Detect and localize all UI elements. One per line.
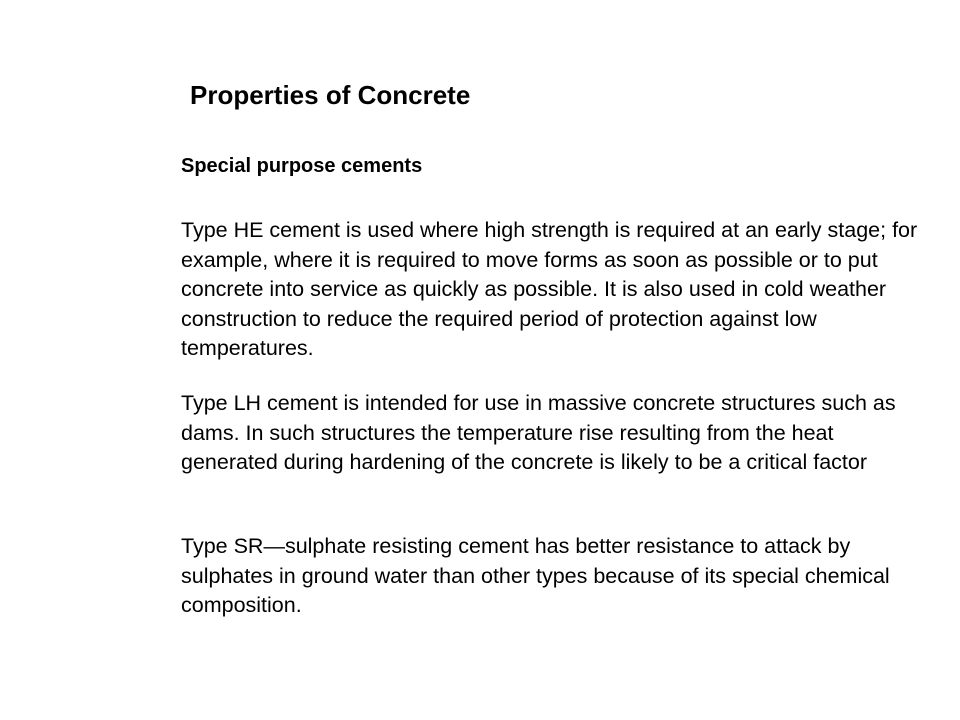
slide-subtitle: Special purpose cements — [181, 155, 423, 177]
paragraph-type-he: Type HE cement is used where high strength is required at an early stage; for example, where it is required to move forms as soon as possible or to put concrete into service as quickly as possible. It is also used in cold weather construction to reduce the required period of protection against low temperatures. — [181, 218, 918, 360]
paragraph-type-lh: Type LH cement is intended for use in massive concrete structures such as dams. In such structures the temperature rise resulting from the heat generated during hardening of the concrete is likely to be a critical factor — [181, 391, 896, 474]
paragraph-type-sr: Type SR—sulphate resisting cement has better resistance to attack by sulphates in ground water than other types because of its special chemical composition. — [181, 534, 890, 617]
slide-title: Properties of Concrete — [190, 80, 471, 110]
